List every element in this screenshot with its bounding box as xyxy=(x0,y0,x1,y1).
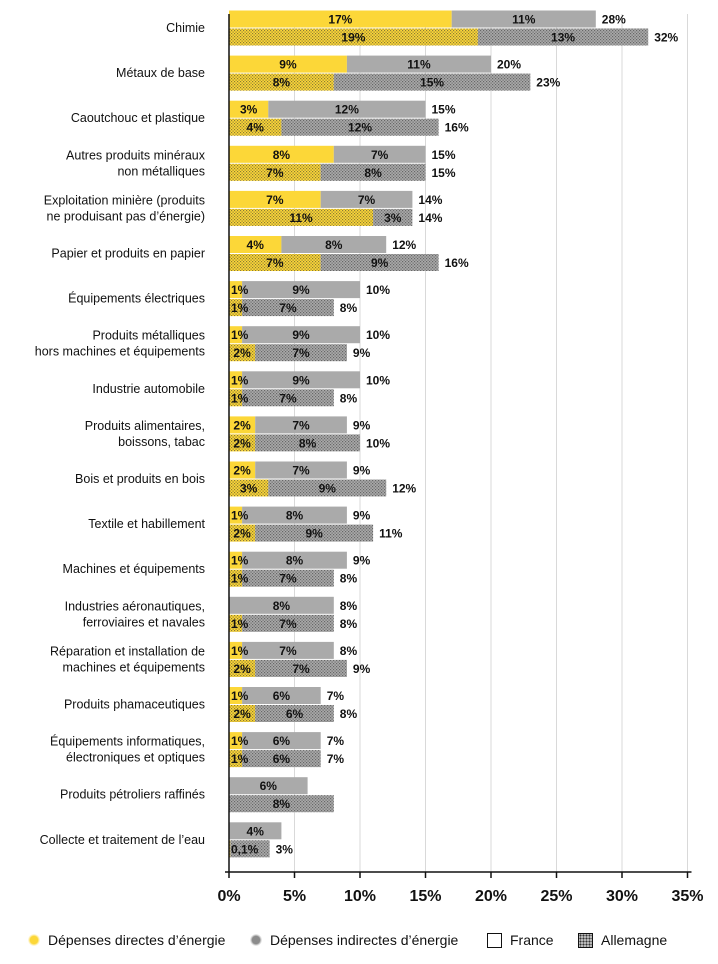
bar-indirect-label: 12% xyxy=(347,120,373,135)
bar-indirect-label: 7% xyxy=(279,391,297,406)
bar-total-label: 8% xyxy=(339,391,358,406)
bar-direct-label: 2% xyxy=(233,526,251,541)
bar-total-label: 10% xyxy=(366,373,391,388)
bar-direct-label: 17% xyxy=(328,12,353,27)
bar-total-label: 9% xyxy=(352,661,371,676)
bar-total-label: 20% xyxy=(497,57,522,72)
bar-indirect-label: 7% xyxy=(279,571,297,586)
bar-indirect-label: 6% xyxy=(259,779,277,794)
bar-total-label: 12% xyxy=(392,481,417,496)
bar-total-label: 16% xyxy=(444,120,469,135)
category-label: Produits alimentaires, boissons, tabac xyxy=(84,418,205,449)
x-tick-label: 30% xyxy=(605,888,639,905)
bar-direct-label: 1% xyxy=(231,508,249,523)
bar-indirect-label: 3% xyxy=(384,210,402,225)
bar-total-label: 8% xyxy=(339,571,358,586)
x-tick-label: 20% xyxy=(474,888,508,905)
bar-total-label: 10% xyxy=(366,283,391,298)
bar-direct-label: 3% xyxy=(239,102,258,117)
bar-total-label: 8% xyxy=(339,616,358,631)
bar-direct-label: 1% xyxy=(231,328,249,343)
category-label: Chimie xyxy=(166,21,205,35)
bar-indirect-label: 11% xyxy=(407,57,431,72)
bar-direct-label: 19% xyxy=(341,30,366,45)
legend-direct-label: Dépenses directes d’énergie xyxy=(48,932,226,948)
bar-total-label: 28% xyxy=(601,12,626,27)
bar-indirect-label: 8% xyxy=(285,508,304,523)
bar-total-label: 16% xyxy=(444,256,469,270)
bar-direct-label: 2% xyxy=(233,661,251,676)
bar-indirect-label: 7% xyxy=(279,616,297,631)
category-label: Machines et équipements xyxy=(62,562,205,577)
bar-indirect-label: 7% xyxy=(279,643,297,658)
bar-indirect-label: 7% xyxy=(292,346,310,361)
bar-indirect-label: 8% xyxy=(285,553,304,568)
bar-direct-label: 2% xyxy=(233,346,251,361)
bar-indirect-label: 7% xyxy=(279,301,297,316)
bar-total-label: 12% xyxy=(392,238,417,252)
legend-france-label: France xyxy=(510,932,554,948)
bar-direct-label: 2% xyxy=(233,707,251,721)
bar-direct-label: 1% xyxy=(231,373,249,388)
bar-total-label: 15% xyxy=(431,165,456,180)
bar-indirect-label: 6% xyxy=(272,752,291,767)
x-tick-label: 15% xyxy=(409,888,442,905)
bar-total-label: 14% xyxy=(418,192,443,207)
x-tick-label: 5% xyxy=(282,888,307,905)
category-label: Équipements informatiques, électroniques et optiques xyxy=(50,734,205,765)
bar-total-label: 3% xyxy=(275,842,293,857)
bar-direct-label: 0,1% xyxy=(231,842,259,857)
bar-total-label: 10% xyxy=(366,436,391,451)
legend-germany-label: Allemagne xyxy=(601,932,668,948)
bar-total-label: 8% xyxy=(339,643,358,658)
bar-total-label: 11% xyxy=(379,526,403,541)
bars-layer xyxy=(229,11,679,858)
legend-direct-swatch xyxy=(28,934,40,946)
bar-indirect-label: 7% xyxy=(292,463,310,478)
bar-indirect-label: 9% xyxy=(305,526,323,541)
bar-total-label: 9% xyxy=(352,508,371,523)
bar-total-label: 15% xyxy=(431,147,456,162)
bar-indirect-label: 9% xyxy=(370,256,389,270)
legend-indirect-swatch xyxy=(250,934,262,946)
legend-item-germany xyxy=(578,932,667,948)
bar-direct-label: 1% xyxy=(231,689,249,703)
category-label: Caoutchouc et plastique xyxy=(70,111,205,126)
bar-indirect-label: 8% xyxy=(364,165,382,180)
bar-indirect-label: 11% xyxy=(512,12,536,27)
bar-total-label: 32% xyxy=(654,30,679,45)
bar-indirect-label: 8% xyxy=(298,436,317,451)
legend-germany-swatch xyxy=(578,933,593,948)
bar-direct-label: 1% xyxy=(231,752,249,767)
legend-item-france xyxy=(487,932,554,948)
bar-indirect-label: 8% xyxy=(325,238,343,252)
category-label: Textile et habillement xyxy=(88,517,205,532)
category-labels xyxy=(35,21,206,847)
category-label: Autres produits minéraux non métalliques xyxy=(66,148,205,179)
category-label: Industrie automobile xyxy=(92,381,205,396)
bar-indirect-label: 12% xyxy=(334,102,359,117)
bar-direct-label: 8% xyxy=(272,75,291,90)
legend-indirect-label: Dépenses indirectes d’énergie xyxy=(270,932,459,948)
bar-total-label: 7% xyxy=(326,734,345,749)
category-label: Produits métalliques hors machines et équipements xyxy=(34,328,205,359)
category-label: Exploitation minière (produits ne produisant pas d’énergie) xyxy=(43,193,205,224)
x-tick-label: 25% xyxy=(540,888,573,905)
legend xyxy=(0,926,718,956)
bar-direct-label: 1% xyxy=(231,643,249,658)
bar-direct-label: 1% xyxy=(231,391,249,406)
bar-indirect-label: 15% xyxy=(420,75,445,90)
bar-indirect-label: 7% xyxy=(292,418,310,433)
bar-indirect-label: 13% xyxy=(551,30,576,45)
bar-total-label: 7% xyxy=(326,689,345,703)
category-label: Produits phamaceutiques xyxy=(63,697,205,712)
bar-indirect-label: 6% xyxy=(272,734,291,749)
legend-item-indirect xyxy=(250,932,458,948)
category-label: Bois et produits en bois xyxy=(75,472,205,486)
bar-direct-label: 3% xyxy=(239,481,258,496)
x-tick-label: 0% xyxy=(217,888,241,905)
bar-direct-label: 1% xyxy=(231,301,249,316)
bar-direct-label: 9% xyxy=(279,57,297,72)
bar-total-label: 8% xyxy=(339,301,358,316)
legend-france-swatch xyxy=(487,933,502,948)
bar-indirect-label: 9% xyxy=(292,283,310,298)
bar-direct-label: 4% xyxy=(246,120,264,135)
bar-total-label: 9% xyxy=(352,553,371,568)
bar-total-label: 8% xyxy=(339,598,358,613)
bar-direct-label: 11% xyxy=(289,210,313,225)
x-tick-label: 10% xyxy=(343,888,377,905)
bar-direct-label: 4% xyxy=(246,238,264,252)
bar-indirect-label: 7% xyxy=(357,192,376,207)
bar-direct-label: 2% xyxy=(233,418,251,433)
bar-direct-label: 7% xyxy=(266,256,284,270)
bar-direct-label: 1% xyxy=(231,616,249,631)
bar-direct-label: 1% xyxy=(231,553,249,568)
bar-direct-label: 7% xyxy=(266,165,284,180)
category-label: Collecte et traitement de l’eau xyxy=(39,832,205,847)
bar-total-label: 14% xyxy=(418,210,443,225)
bar-total-label: 8% xyxy=(339,707,358,721)
bar-indirect-label: 6% xyxy=(285,707,304,721)
bar-indirect-label: 8% xyxy=(272,797,291,812)
bar-total-label: 15% xyxy=(431,102,456,117)
bar-indirect-label: 9% xyxy=(318,481,336,496)
bar-direct-label: 8% xyxy=(272,147,291,162)
bar-direct-label: 7% xyxy=(266,192,284,207)
category-label: Papier et produits en papier xyxy=(51,246,205,261)
bar-direct-label: 2% xyxy=(233,436,251,451)
bar-indirect-label: 8% xyxy=(272,598,291,613)
bar-total-label: 7% xyxy=(326,752,345,767)
bar-indirect-label: 7% xyxy=(370,147,389,162)
x-tick-label: 35% xyxy=(671,888,704,905)
bar-total-label: 9% xyxy=(352,346,371,361)
bar-indirect-label: 6% xyxy=(272,689,291,703)
category-label: Réparation et installation de machines et équipements xyxy=(50,644,205,675)
bar-direct-label: 1% xyxy=(231,571,249,586)
bar-total-label: 9% xyxy=(352,463,371,478)
legend-item-direct xyxy=(28,932,225,948)
category-label: Métaux de base xyxy=(116,66,205,81)
category-label: Industries aéronautiques, ferroviaires et navales xyxy=(64,599,205,630)
bar-total-label: 10% xyxy=(366,328,391,343)
bar-indirect-label: 7% xyxy=(292,661,310,676)
bar-indirect-label: 4% xyxy=(246,824,264,839)
bar-indirect-label: 9% xyxy=(292,328,310,343)
category-label: Produits pétroliers raffinés xyxy=(60,787,205,802)
bar-direct-label: 2% xyxy=(233,463,251,478)
bar-total-label: 23% xyxy=(536,75,561,90)
bar-indirect-label: 9% xyxy=(292,373,310,388)
bar-direct-label: 1% xyxy=(231,283,249,298)
bar-direct-label: 1% xyxy=(231,734,249,749)
category-label: Équipements électriques xyxy=(68,291,205,306)
bar-total-label: 9% xyxy=(352,418,371,433)
